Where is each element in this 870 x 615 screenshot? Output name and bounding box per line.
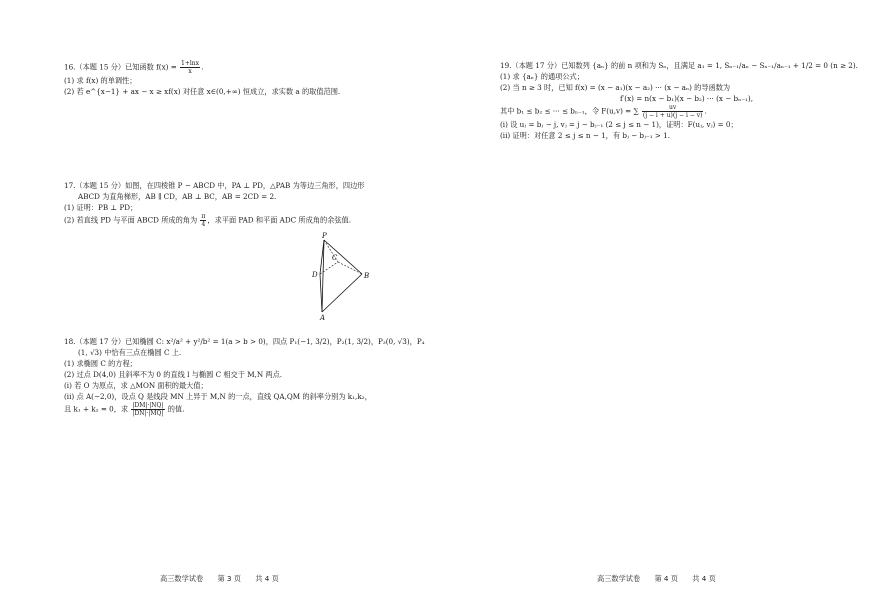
q19-part2-ii: (ii) 证明：对任意 2 ≤ j ≤ n − 1，有 bⱼ − bⱼ₋₁ > 1. xyxy=(500,131,671,140)
q18-part1: (1) 求椭圆 C 的方程； xyxy=(64,359,137,368)
edge-da xyxy=(320,274,322,312)
q19-part2-i: (i) 设 uⱼ = bⱼ − j, vⱼ = j − bⱼ₋₁ (2 ≤ j ≤ n − 1)，证明：F(uⱼ, vⱼ) = 0； xyxy=(500,120,738,129)
edge-pb xyxy=(324,240,362,274)
q17-line2: ABCD 为直角梯形，AB ∥ CD，AB ⊥ BC，AB = 2CD = 2. xyxy=(78,192,277,201)
q17-part2: (2) 若直线 PD 与平面 ABCD 所成的角为 $\frac{\pi}{4}$ ，求平面 PAD 和平面 ADC 所成角的余弦值. xyxy=(64,213,352,228)
footer-page-4 xyxy=(597,574,728,584)
q19-fraction: $\frac{uv}{(j - i + u)(j - i - v)}$ xyxy=(642,104,703,119)
q16-part1: (1) 求 f(x) 的单调性； xyxy=(64,76,137,85)
footer-total-pages: 共 4 页 xyxy=(255,574,279,583)
q18-part2-ii: (ii) 点 A(−2,0)，设点 Q 是线段 MN 上异于 M,N 的一点，直线 QA,QM 的斜率分别为 k₁,k₂， xyxy=(64,392,372,401)
q16-header: 16.（本题 15 分）已知函数 f(x) = $\frac{1+\ln x}{x}$ . xyxy=(64,60,204,75)
q17-line1: 17.（本题 15 分）如图，在四棱锥 P − ABCD 中，PA ⊥ PD，△PAB 为等边三角形，四边形 xyxy=(64,181,365,190)
exam-page-4 xyxy=(435,0,870,615)
label-p: P xyxy=(322,232,327,240)
question-18 xyxy=(64,336,425,417)
q19-derivative: f′(x) = n(x − b₁)(x − b₂) ··· (x − bₙ₋₁), xyxy=(620,94,753,103)
q19-part1: (1) 求 {aₙ} 的通项公式； xyxy=(500,72,584,81)
edge-cb-hidden xyxy=(338,262,362,274)
q18-line1: 18.（本题 17 分）已知椭圆 C: x²/a² + y²/b² = 1(a > b > 0)，四点 P₁(−1, 3/2)，P₂(1, 3/2)，P₃(0, √3)，P₄ xyxy=(64,337,425,346)
q19-definition: 其中 b₁ ≤ b₂ ≤ ··· ≤ bₙ₋₁，令 F(u,v) = ∑ $\frac{uv}{(j - i + u)(j - i - v)}$ . xyxy=(500,104,707,119)
q18-part2: (2) 过点 D(4,0) 且斜率不为 0 的直线 l 与椭圆 C 相交于 M,N 两点. xyxy=(64,370,283,379)
q18-part2-ii-cont: 且 k₁ + k₂ = 0，求 $\frac{|DM|\cdot|NQ|}{|DN|\cdot|MQ|}$ 的值. xyxy=(64,402,185,417)
question-19 xyxy=(500,60,858,141)
q19-part2: (2) 当 n ≥ 3 时，已知 f(x) = (x − a₁)(x − a₂) ··· (x − aₙ) 的导函数为 xyxy=(500,83,731,92)
footer-total-pages: 共 4 页 xyxy=(692,574,716,583)
label-d: D xyxy=(312,271,318,279)
pyramid-figure xyxy=(300,230,380,320)
question-17 xyxy=(64,180,364,228)
q19-line1: 19.（本题 17 分）已知数列 {aₙ} 的前 n 项和为 Sₙ，且满足 a₁ = 1, Sₙ₋₁/aₙ − Sₙ₋₁/aₙ₋₁ + 1/2 = 0 (n ≥ 2). xyxy=(500,61,858,70)
footer-title: 高三数学试卷 xyxy=(597,574,641,583)
q17-fraction: $\frac{\pi}{4}$ xyxy=(201,213,206,228)
label-a: A xyxy=(320,314,326,320)
q16-part2: (2) 若 e^{x−1} + ax − x ≥ xf(x) 对任意 x∈(0,+∞) 恒成立，求实数 a 的取值范围. xyxy=(64,87,341,96)
q16-fraction: $\frac{1+\ln x}{x}$ xyxy=(181,60,200,75)
q18-line2: (1, √3) 中恰有三点在椭圆 C 上. xyxy=(78,348,182,357)
question-16 xyxy=(64,60,340,97)
footer-page-number: 第 4 页 xyxy=(654,574,678,583)
label-c: C xyxy=(332,254,338,262)
footer-page-3 xyxy=(160,574,291,584)
q18-part2-i: (i) 若 O 为原点，求 △MON 面积的最大值； xyxy=(64,381,208,390)
edge-dc-hidden xyxy=(320,262,338,274)
edge-ba xyxy=(322,274,362,312)
footer-page-number: 第 3 页 xyxy=(217,574,241,583)
q17-part1: (1) 证明：PB ⊥ PD； xyxy=(64,203,138,212)
label-b: B xyxy=(364,272,370,280)
footer-title: 高三数学试卷 xyxy=(160,574,204,583)
q18-fraction: $\frac{|DM|\cdot|NQ|}{|DN|\cdot|MQ|}$ xyxy=(132,402,164,417)
